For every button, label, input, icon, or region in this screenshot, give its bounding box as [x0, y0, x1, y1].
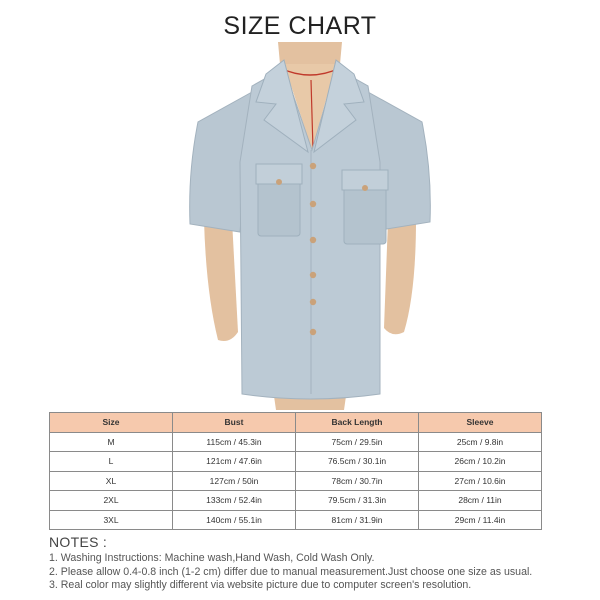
- cell-bust: 121cm / 47.6in: [173, 452, 296, 472]
- header-bust: Bust: [173, 413, 296, 433]
- header-sleeve: Sleeve: [419, 413, 542, 433]
- cell-sleeve: 26cm / 10.2in: [419, 452, 542, 472]
- left-arm: [204, 220, 238, 341]
- cell-sleeve: 29cm / 11.4in: [419, 510, 542, 530]
- cell-sleeve: 27cm / 10.6in: [419, 471, 542, 491]
- table-row: [50, 491, 542, 511]
- note-item: 1. Washing Instructions: Machine wash,Hand Wash, Cold Wash Only.: [49, 552, 375, 564]
- cell-back-length: 79.5cm / 31.3in: [296, 491, 419, 511]
- front-button: [310, 163, 316, 169]
- cell-back-length: 76.5cm / 30.1in: [296, 452, 419, 472]
- cell-sleeve: 25cm / 9.8in: [419, 432, 542, 452]
- cell-size: M: [50, 432, 173, 452]
- cell-bust: 115cm / 45.3in: [173, 432, 296, 452]
- front-button: [310, 299, 316, 305]
- cell-bust: 140cm / 55.1in: [173, 510, 296, 530]
- table-header-row: [50, 413, 542, 433]
- product-photo: [180, 42, 440, 410]
- size-table: [49, 412, 542, 530]
- header-size: Size: [50, 413, 173, 433]
- table-row: [50, 510, 542, 530]
- note-item: 2. Please allow 0.4-0.8 inch (1-2 cm) differ due to manual measurement.Just choose one size as usual.: [49, 565, 533, 578]
- cell-size: 3XL: [50, 510, 173, 530]
- table-row: [50, 471, 542, 491]
- table-row: [50, 452, 542, 472]
- notes-section: [49, 534, 589, 593]
- front-button: [310, 329, 316, 335]
- front-button: [310, 237, 316, 243]
- front-button: [310, 272, 316, 278]
- cell-back-length: 78cm / 30.7in: [296, 471, 419, 491]
- header-back-length: Back Length: [296, 413, 419, 433]
- cell-size: XL: [50, 471, 173, 491]
- notes-title: NOTES :: [49, 534, 108, 550]
- right-arm: [384, 220, 416, 334]
- cell-back-length: 81cm / 31.9in: [296, 510, 419, 530]
- front-button: [310, 201, 316, 207]
- page-title: SIZE CHART: [223, 12, 377, 40]
- cell-bust: 127cm / 50in: [173, 471, 296, 491]
- note-item: 3. Real color may slightly different via website picture due to computer screen's resolution.: [49, 579, 472, 591]
- cell-sleeve: 28cm / 11in: [419, 491, 542, 511]
- cell-size: 2XL: [50, 491, 173, 511]
- cell-back-length: 75cm / 29.5in: [296, 432, 419, 452]
- left-pocket-button: [276, 179, 282, 185]
- right-pocket-button: [362, 185, 368, 191]
- cell-size: L: [50, 452, 173, 472]
- cell-bust: 133cm / 52.4in: [173, 491, 296, 511]
- table-row: [50, 432, 542, 452]
